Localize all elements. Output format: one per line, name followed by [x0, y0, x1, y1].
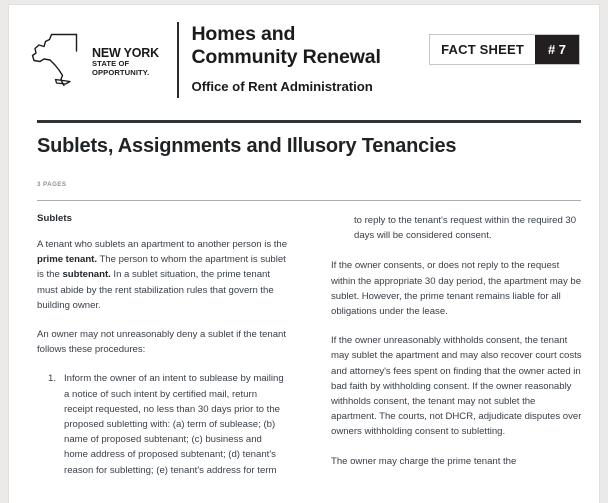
term-prime-tenant: prime tenant.: [37, 254, 97, 266]
text-fragment: In a sublet situation, the prime tenant must abide by the rent stabilization rules that govern the building owner.: [37, 269, 274, 311]
page-inner: [9, 5, 599, 503]
agency-subtitle: Office of Rent Administration: [191, 79, 373, 94]
text-fragment: The person to whom the apartment is sublet is the: [37, 254, 286, 281]
title-rule-bottom: [37, 200, 581, 201]
agency-name-block: [192, 23, 381, 94]
column-left: [37, 213, 288, 492]
term-subtenant: subtenant.: [62, 269, 111, 281]
title-rule-top: [37, 120, 581, 123]
new-york-state-logo: [29, 23, 167, 95]
column-right: [331, 213, 582, 483]
logo-line-state-of: STATE OF: [92, 58, 130, 68]
fact-sheet-badge: [429, 34, 580, 65]
fact-sheet-number: # 7: [535, 35, 579, 64]
paragraph-continued-from-previous: to reply to the tenant's request within the required 30 days will be considered consent.: [354, 215, 577, 242]
logo-line-opportunity: OPPORTUNITY.: [92, 67, 150, 77]
fact-sheet-label: FACT SHEET: [430, 35, 535, 64]
new-york-state-outline-icon: [29, 29, 91, 89]
document-header: [29, 23, 581, 111]
page-count-label: 3 PAGES: [37, 181, 67, 188]
agency-name-line-2: Community Renewal: [191, 45, 381, 68]
paragraph-owner-consents: If the owner consents, or does not reply to the request within the appropriate 30 day period, the apartment may be sublet. However, the prime tenant remains liable for all obligations under the lease.: [331, 260, 582, 318]
page-title: Sublets, Assignments and Illusory Tenancies: [37, 135, 457, 157]
text-fragment: A tenant who sublets an apartment to another person is the: [37, 239, 288, 250]
agency-name-line-1: Homes and: [191, 23, 296, 45]
agency-branding: [29, 23, 381, 98]
paragraph-unreasonable-withholding: If the owner unreasonably withholds consent, the tenant may sublet the apartment and may also recover court costs and attorney's fees spent on finding that the owner acted in bad faith by withholding consent. If the owner reasonably withholds consent, the tenant may not sublet the apartment. The courts, not DHCR, adjudicate disputes over owners withholding consent to subletting.: [331, 335, 582, 438]
header-divider: [177, 22, 179, 98]
document-page: [8, 4, 600, 503]
logo-line-new-york: NEW YORK: [92, 45, 159, 60]
list-item: Inform the owner of an intent to sublease by mailing a notice of such intent by certified mail, return receipt requested, no less than 30 days prior to the proposed subletting with: (a) term of sublease; (b) name of proposed subtenant; (c) business and home address of proposed subtenant; (d) tenant's reason for subletting; (e) tenant's address for term: [64, 373, 284, 476]
procedures-list: [37, 371, 288, 477]
logo-wordmark: [92, 41, 159, 77]
section-heading-sublets: Sublets: [37, 213, 73, 224]
paragraph-procedures-intro: An owner may not unreasonably deny a sublet if the tenant follows these procedures:: [37, 329, 286, 356]
paragraph-owner-may-charge: The owner may charge the prime tenant the: [331, 455, 517, 467]
paragraph-sublet-definition: [37, 237, 288, 313]
